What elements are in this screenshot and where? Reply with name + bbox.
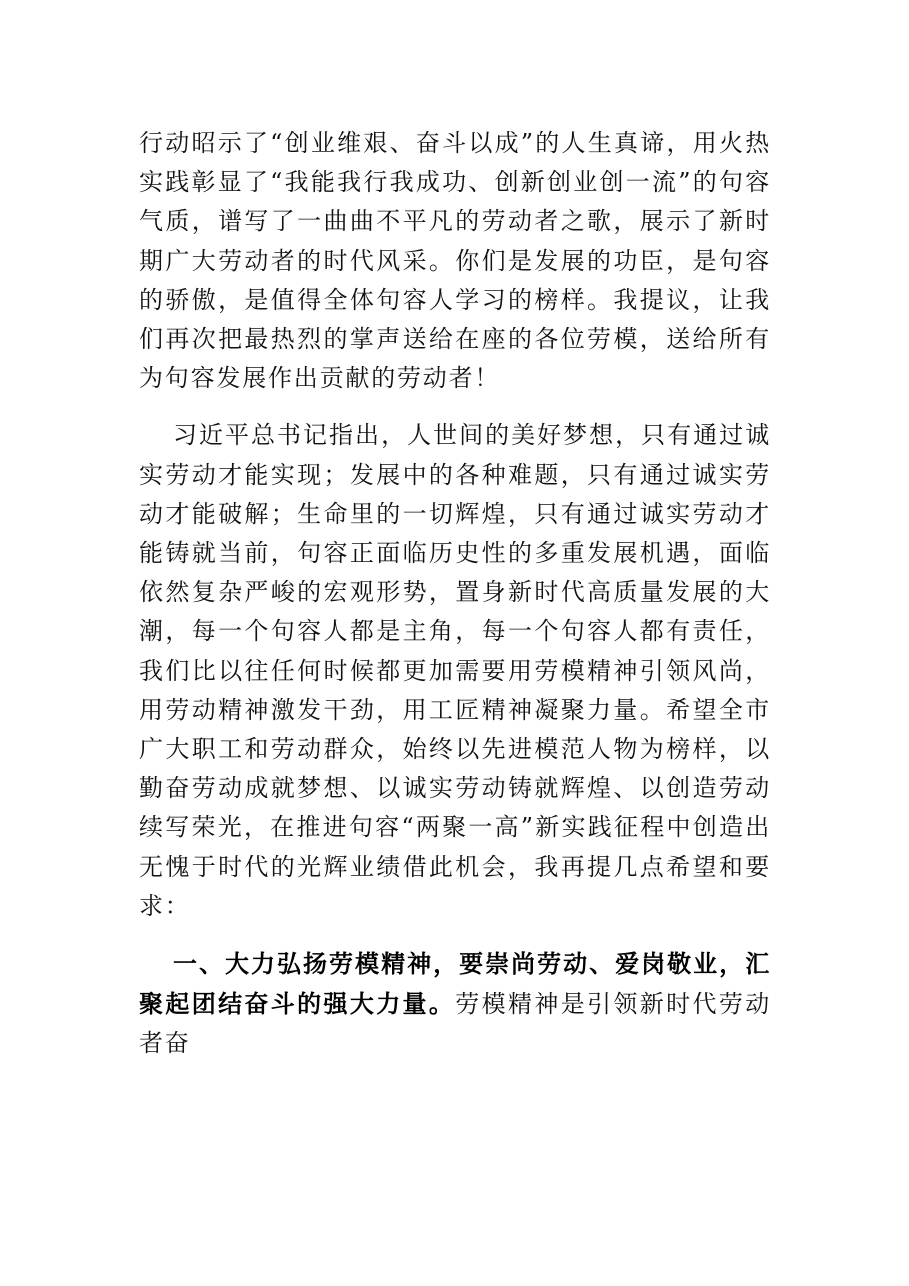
section-heading-1: 一、大力弘扬劳模精神，要崇尚劳动、爱岗敬业，汇聚起团结奋斗的强大力量。 [139, 949, 771, 1019]
paragraph-3 [139, 944, 771, 1064]
paragraph-3-text: 劳模精神是引领新时代劳动者奋 [139, 990, 771, 1058]
paragraph-2: 习近平总书记指出，人世间的美好梦想，只有通过诚实劳动才能实现；发展中的各种难题，只有通过诚实劳动才能破解；生命里的一切辉煌，只有通过诚实劳动才能铸就当前，句容正面临历史性的多重发展机遇，面临依然复杂严峻的宏观形势，置身新时代高质量发展的大潮，每一个句容人都是主角，每一个句容人都有责任，我们比以往任何时候都更加需要用劳模精神引领风尚，用劳动精神激发干劲，用工匠精神凝聚力量。希望全市广大职工和劳动群众，始终以先进模范人物为榜样，以勤奋劳动成就梦想、以诚实劳动铸就辉煌、以创造劳动续写荣光，在推进句容“两聚一高”新实践征程中创造出无愧于时代的光辉业绩借此机会，我再提几点希望和要求： [139, 421, 771, 920]
paragraph-1: 行动昭示了“创业维艰、奋斗以成”的人生真谛，用火热实践彰显了“我能我行我成功、创新创业创一流”的句容气质，谱写了一曲曲不平凡的劳动者之歌，展示了新时期广大劳动者的时代风采。你们是发展的功臣，是句容的骄傲，是值得全体句容人学习的榜样。我提议，让我们再次把最热烈的掌声送给在座的各位劳模，送给所有为句容发展作出贡献的劳动者！ [139, 129, 771, 393]
document-body [139, 124, 771, 1064]
